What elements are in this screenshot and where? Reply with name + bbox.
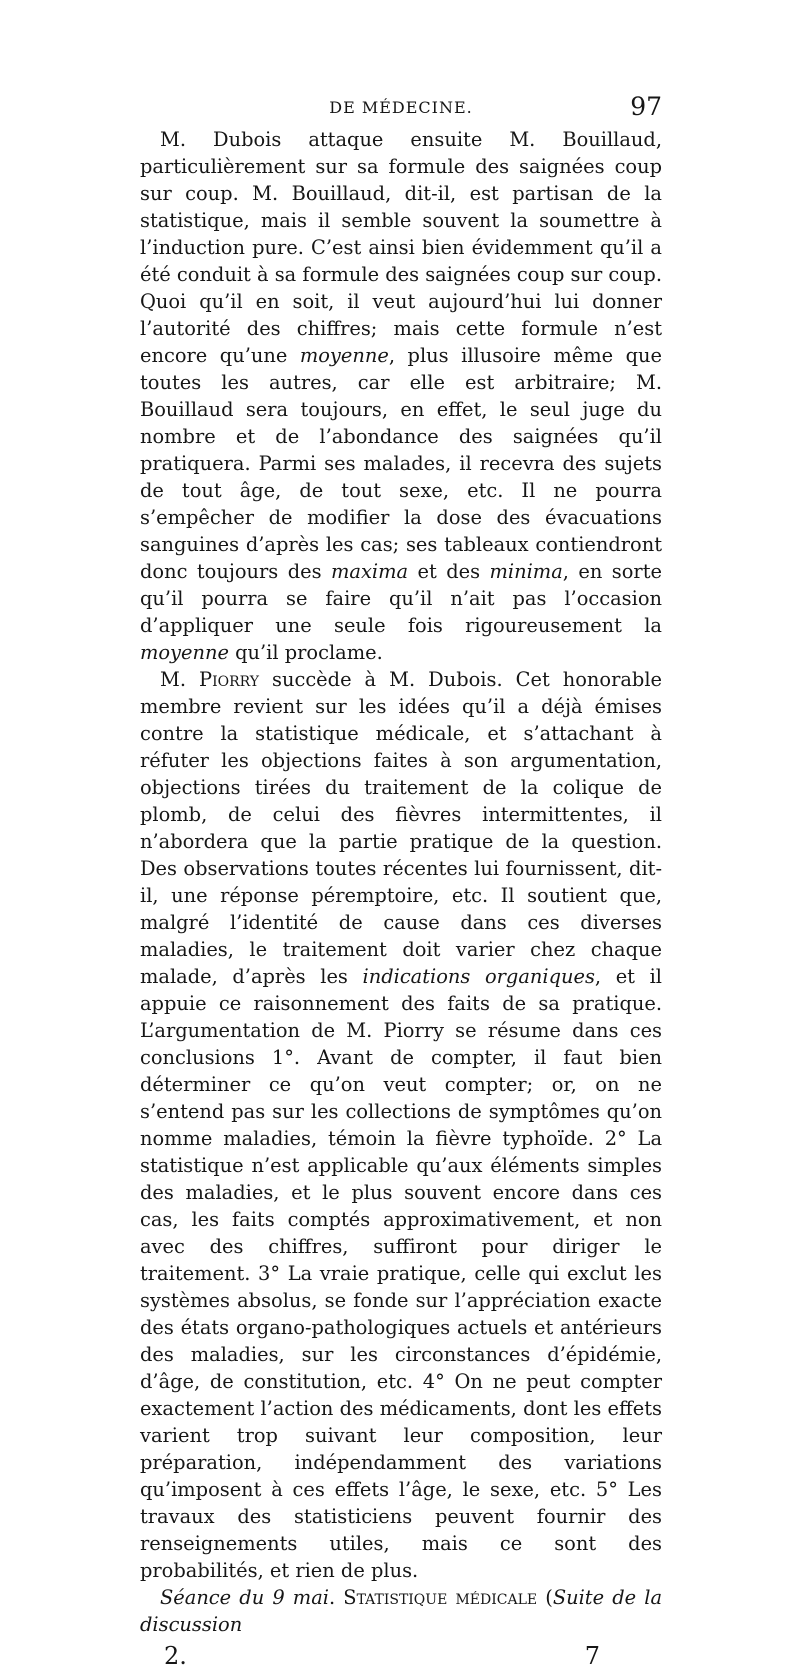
- italic-word: minima: [489, 560, 563, 583]
- text-segment: , et il appuie ce raisonnement des faits de sa pratique. L’argumentation de M. Piorry se résume dans ces conclusions 1°. Avant de compter, il faut bien déterminer ce qu’on veut compter; or, on ne s’entend pas sur les collections de symptômes qu’on nomme maladies, témoin la fièvre typhoïde. 2° La statistique n’est applicable qu’aux éléments simples des maladies, et le plus souvent encore dans ces cas, les faits comptés approximativement, et non avec des chiffres, suffiront pour diriger le traitement. 3° La vraie pratique, celle qui exclut les systèmes absolus, se fonde sur l’appréciation exacte des états organo-pathologiques actuels et antérieurs des maladies, sur les circonstances d’épidémie, d’âge, de constitution, etc. 4° On ne peut compter exactement l’action des médicaments, dont les effets varient trop suivant leur composition, leur préparation, indépendamment des variations qu’imposent à ces effets l’âge, le sexe, etc. 5° Les travaux des statisticiens peuvent fournir des renseignements utiles, mais ce sont des probabilités, et rien de plus.: [140, 965, 662, 1582]
- text-segment: qu’il proclame.: [228, 641, 383, 664]
- italic-phrase: Suite de la discussion: [140, 1586, 663, 1636]
- italic-word: moyenne: [299, 344, 389, 367]
- paragraph-piorry: [140, 666, 662, 1584]
- body-text: [140, 126, 662, 1638]
- smallcaps-name: Piorry: [199, 668, 259, 691]
- page-number: 97: [630, 92, 662, 121]
- text-segment: , en sorte qu’il pourra se faire qu’il n’ait pas l’occasion d’appliquer une seule fois rigoureusement la: [140, 560, 662, 637]
- italic-word: maxima: [331, 560, 409, 583]
- page-header: [140, 92, 662, 126]
- text-segment: .: [328, 1586, 344, 1609]
- text-segment: (: [537, 1586, 553, 1609]
- text-segment: M. Dubois attaque ensuite M. Bouillaud, particulièrement sur sa formule des saignées coup sur coup. M. Bouillaud, dit-il, est partisan de la statistique, mais il semble souvent la soumettre à l’induction pure. C’est ainsi bien évidemment qu’il a été conduit à sa formule des saignées coup sur coup. Quoi qu’il en soit, il veut aujourd’hui lui donner l’autorité des chiffres; mais cette formule n’est encore qu’une: [140, 128, 662, 367]
- paragraph-seance: [140, 1584, 662, 1638]
- text-segment: , plus illusoire même que toutes les autres, car elle est arbitraire; M. Bouillaud sera toujours, en effet, le seul juge du nombre et de l’abondance des saignées qu’il pratiquera. Parmi ses malades, il recevra des sujets de tout âge, de tout sexe, etc. Il ne pourra s’empêcher de modifier la dose des évacuations sanguines d’après les cas; ses tableaux contiendront donc toujours des: [140, 344, 662, 583]
- page-footer: [140, 1642, 662, 1674]
- text-segment: M.: [160, 668, 200, 691]
- italic-phrase: indications organiques: [362, 965, 595, 988]
- text-segment: succède à M. Dubois. Cet honorable membre revient sur les idées qu’il a déjà émises contre la statistique médicale, et s’attachant à réfuter les objections faites à son argumentation, objections tirées du traitement de la colique de plomb, de celui des fièvres intermittentes, il n’abordera que la partie pratique de la question. Des observations toutes récentes lui fournissent, dit-il, une réponse péremptoire, etc. Il soutient que, malgré l’identité de cause dans ces diverses maladies, le traitement doit varier chez chaque malade, d’après les: [140, 668, 662, 988]
- paragraph-dubois: [140, 126, 662, 666]
- signature-mark: 2.: [164, 1642, 187, 1670]
- smallcaps-title: Statistique médicale: [343, 1586, 538, 1609]
- italic-word: moyenne: [140, 641, 229, 664]
- running-head: DE MÉDECINE.: [329, 98, 473, 117]
- italic-phrase: Séance du 9 mai: [160, 1586, 329, 1609]
- text-segment: et des: [408, 560, 490, 583]
- book-page: [140, 92, 662, 1674]
- signature-number: 7: [584, 1642, 600, 1670]
